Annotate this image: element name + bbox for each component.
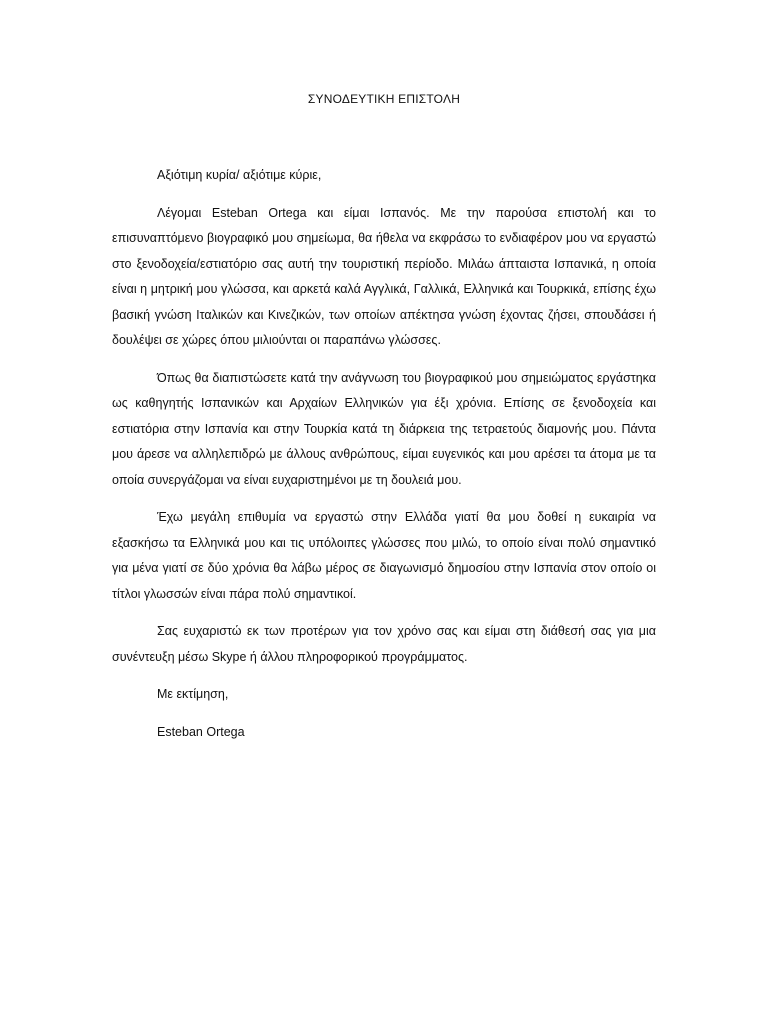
salutation: Αξιότιμη κυρία/ αξιότιμε κύριε, [157, 168, 322, 182]
paragraph-introduction: Λέγομαι Esteban Ortega και είμαι Ισπανός. Με την παρούσα επιστολή και το επισυναπτόμενο βιογραφικό μου σημείωμα, θα ήθελα να εκφράσω το ενδιαφέρον μου να εργαστώ στο ξενοδοχεία/εστιατόριο σας αυτή την τουριστική περίοδο. Μιλάω άπταιστα Ισπανικά, η οποία είναι η μητρική μου γλώσσα, και αρκετά καλά Αγγλικά, Γαλλικά, Ελληνικά και Τουρκικά, επίσης έχω βασική γνώση Ιταλικών και Κινεζικών, των οποίων απέκτησα γνώση έχοντας ζήσει, σπουδάσει ή δουλέψει σε χώρες όπου μιλιούνται οι παραπάνω γλώσσες. [112, 205, 656, 347]
signature: Esteban Ortega [157, 724, 245, 739]
paragraph-thanks: Σας ευχαριστώ εκ των προτέρων για τον χρόνο σας και είμαι στη διάθεσή σας για μια συνέντευξη μέσω Skype ή άλλου πληροφορικού προγράμματος. [112, 624, 656, 664]
paragraph-experience: Όπως θα διαπιστώσετε κατά την ανάγνωση του βιογραφικού μου σημειώματος εργάστηκα ως καθηγητής Ισπανικών και Αρχαίων Ελληνικών για έξι χρόνια. Επίσης σε ξενοδοχεία και εστιατόρια στην Ισπανία και στην Τουρκία κατά τη διάρκεια της τετραετούς διαμονής μου. Πάντα μου άρεσε να αλληλεπιδρώ με άλλους ανθρώπους, είμαι ευγενικός και μου αρέσει τα άτομα με τα οποία συνεργάζομαι να είναι ευχαριστημένοι με τη δουλειά μου. [112, 370, 656, 487]
paragraph-motivation: Έχω μεγάλη επιθυμία να εργαστώ στην Ελλάδα γιατί θα μου δοθεί η ευκαιρία να εξασκήσω τα Ελληνικά μου και τις υπόλοιπες γλώσσες που μιλώ, το οποίο είναι πολύ σημαντικό για μένα γιατί σε δύο χρόνια θα λάβω μέρος σε διαγωνισμό δημοσίου στην Ισπανία στον οποίο οι τίτλοι γλωσσών είναι πάρα πολύ σημαντικοί. [112, 510, 656, 601]
page-title: ΣΥΝΟΔΕΥΤΙΚΗ ΕΠΙΣΤΟΛΗ [307, 92, 461, 106]
closing: Με εκτίμηση, [157, 687, 229, 701]
letter-body [112, 163, 656, 745]
